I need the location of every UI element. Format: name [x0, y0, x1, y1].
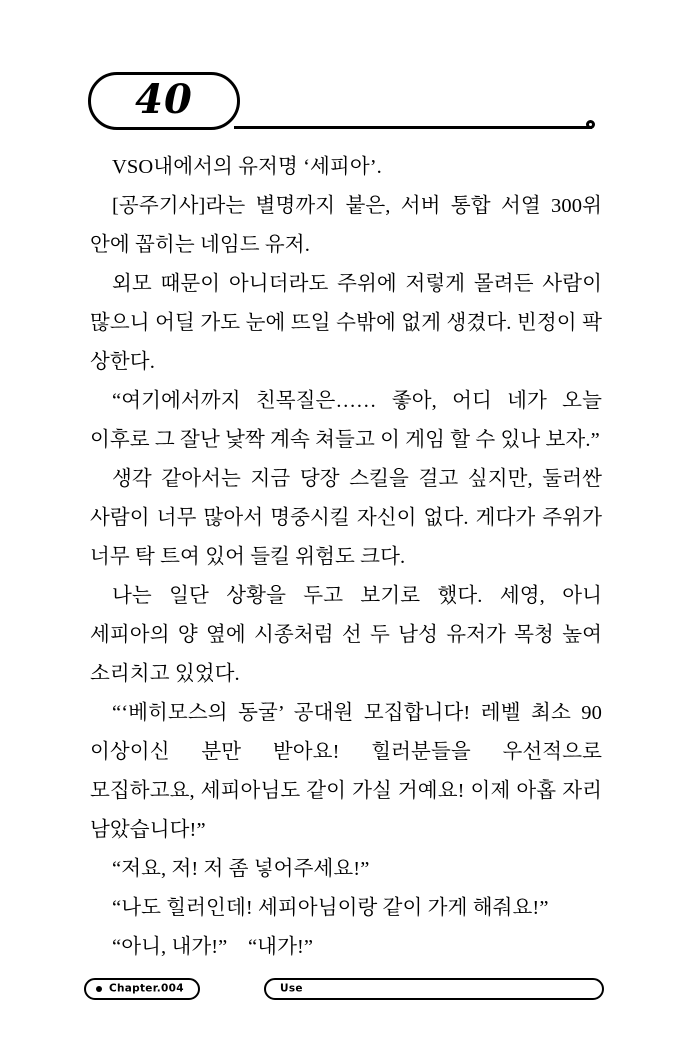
footer-chapter-tag [84, 978, 200, 1000]
paragraph: [공주기사]라는 별명까지 붙은, 서버 통합 서열 300위 안에 꼽히는 네임드 유저. [90, 195, 602, 256]
paragraph: 생각 같아서는 지금 당장 스킬을 걸고 싶지만, 둘러싼 사람이 너무 많아서 명중시킬 자신이 없다. 게다가 주위가 너무 탁 트여 있어 들킬 위험도 크다. [90, 468, 602, 568]
body-text [90, 148, 602, 967]
paragraph: VSO내에서의 유저명 ‘세피아’. [112, 156, 382, 178]
chapter-number: 40 [135, 76, 193, 123]
header-rule-end-dot-icon [586, 120, 595, 129]
paragraph: 나는 일단 상황을 두고 보기로 했다. 세영, 아니 세피아의 양 옆에 시종처럼 선 두 남성 유저가 목청 높여 소리치고 있었다. [90, 585, 602, 685]
chapter-number-badge [88, 72, 240, 130]
chapter-header [88, 72, 608, 142]
paragraph: “여기에서까지 친목질은…… 좋아, 어디 네가 오늘 이후로 그 잘난 낯짝 계속 쳐들고 이 게임 할 수 있나 보자.” [90, 390, 602, 451]
paragraph: “저요, 저! 저 좀 넣어주세요!” [112, 858, 370, 880]
paragraph: 외모 때문이 아니더라도 주위에 저렇게 몰려든 사람이 많으니 어딜 가도 눈에 뜨일 수밖에 없게 생겼다. 빈정이 팍 상한다. [90, 273, 602, 373]
footer-section-tag [264, 978, 604, 1000]
paragraph: “‘베히모스의 동굴’ 공대원 모집합니다! 레벨 최소 90 이상이신 분만 받아요! 힐러분들을 우선적으로 모집하고요, 세피아님도 같이 가실 거예요! 이제 아홉 자리 남았습니다!” [90, 702, 602, 841]
paragraph: “나도 힐러인데! 세피아님이랑 같이 가게 해줘요!” [112, 897, 549, 919]
paragraph: “아니, 내가!” “내가!” [112, 936, 314, 958]
page-footer [84, 978, 604, 1004]
footer-section-label: Use [280, 982, 303, 995]
bullet-dot-icon [96, 986, 102, 992]
header-rule [234, 126, 592, 129]
footer-chapter-label: Chapter.004 [109, 982, 184, 995]
